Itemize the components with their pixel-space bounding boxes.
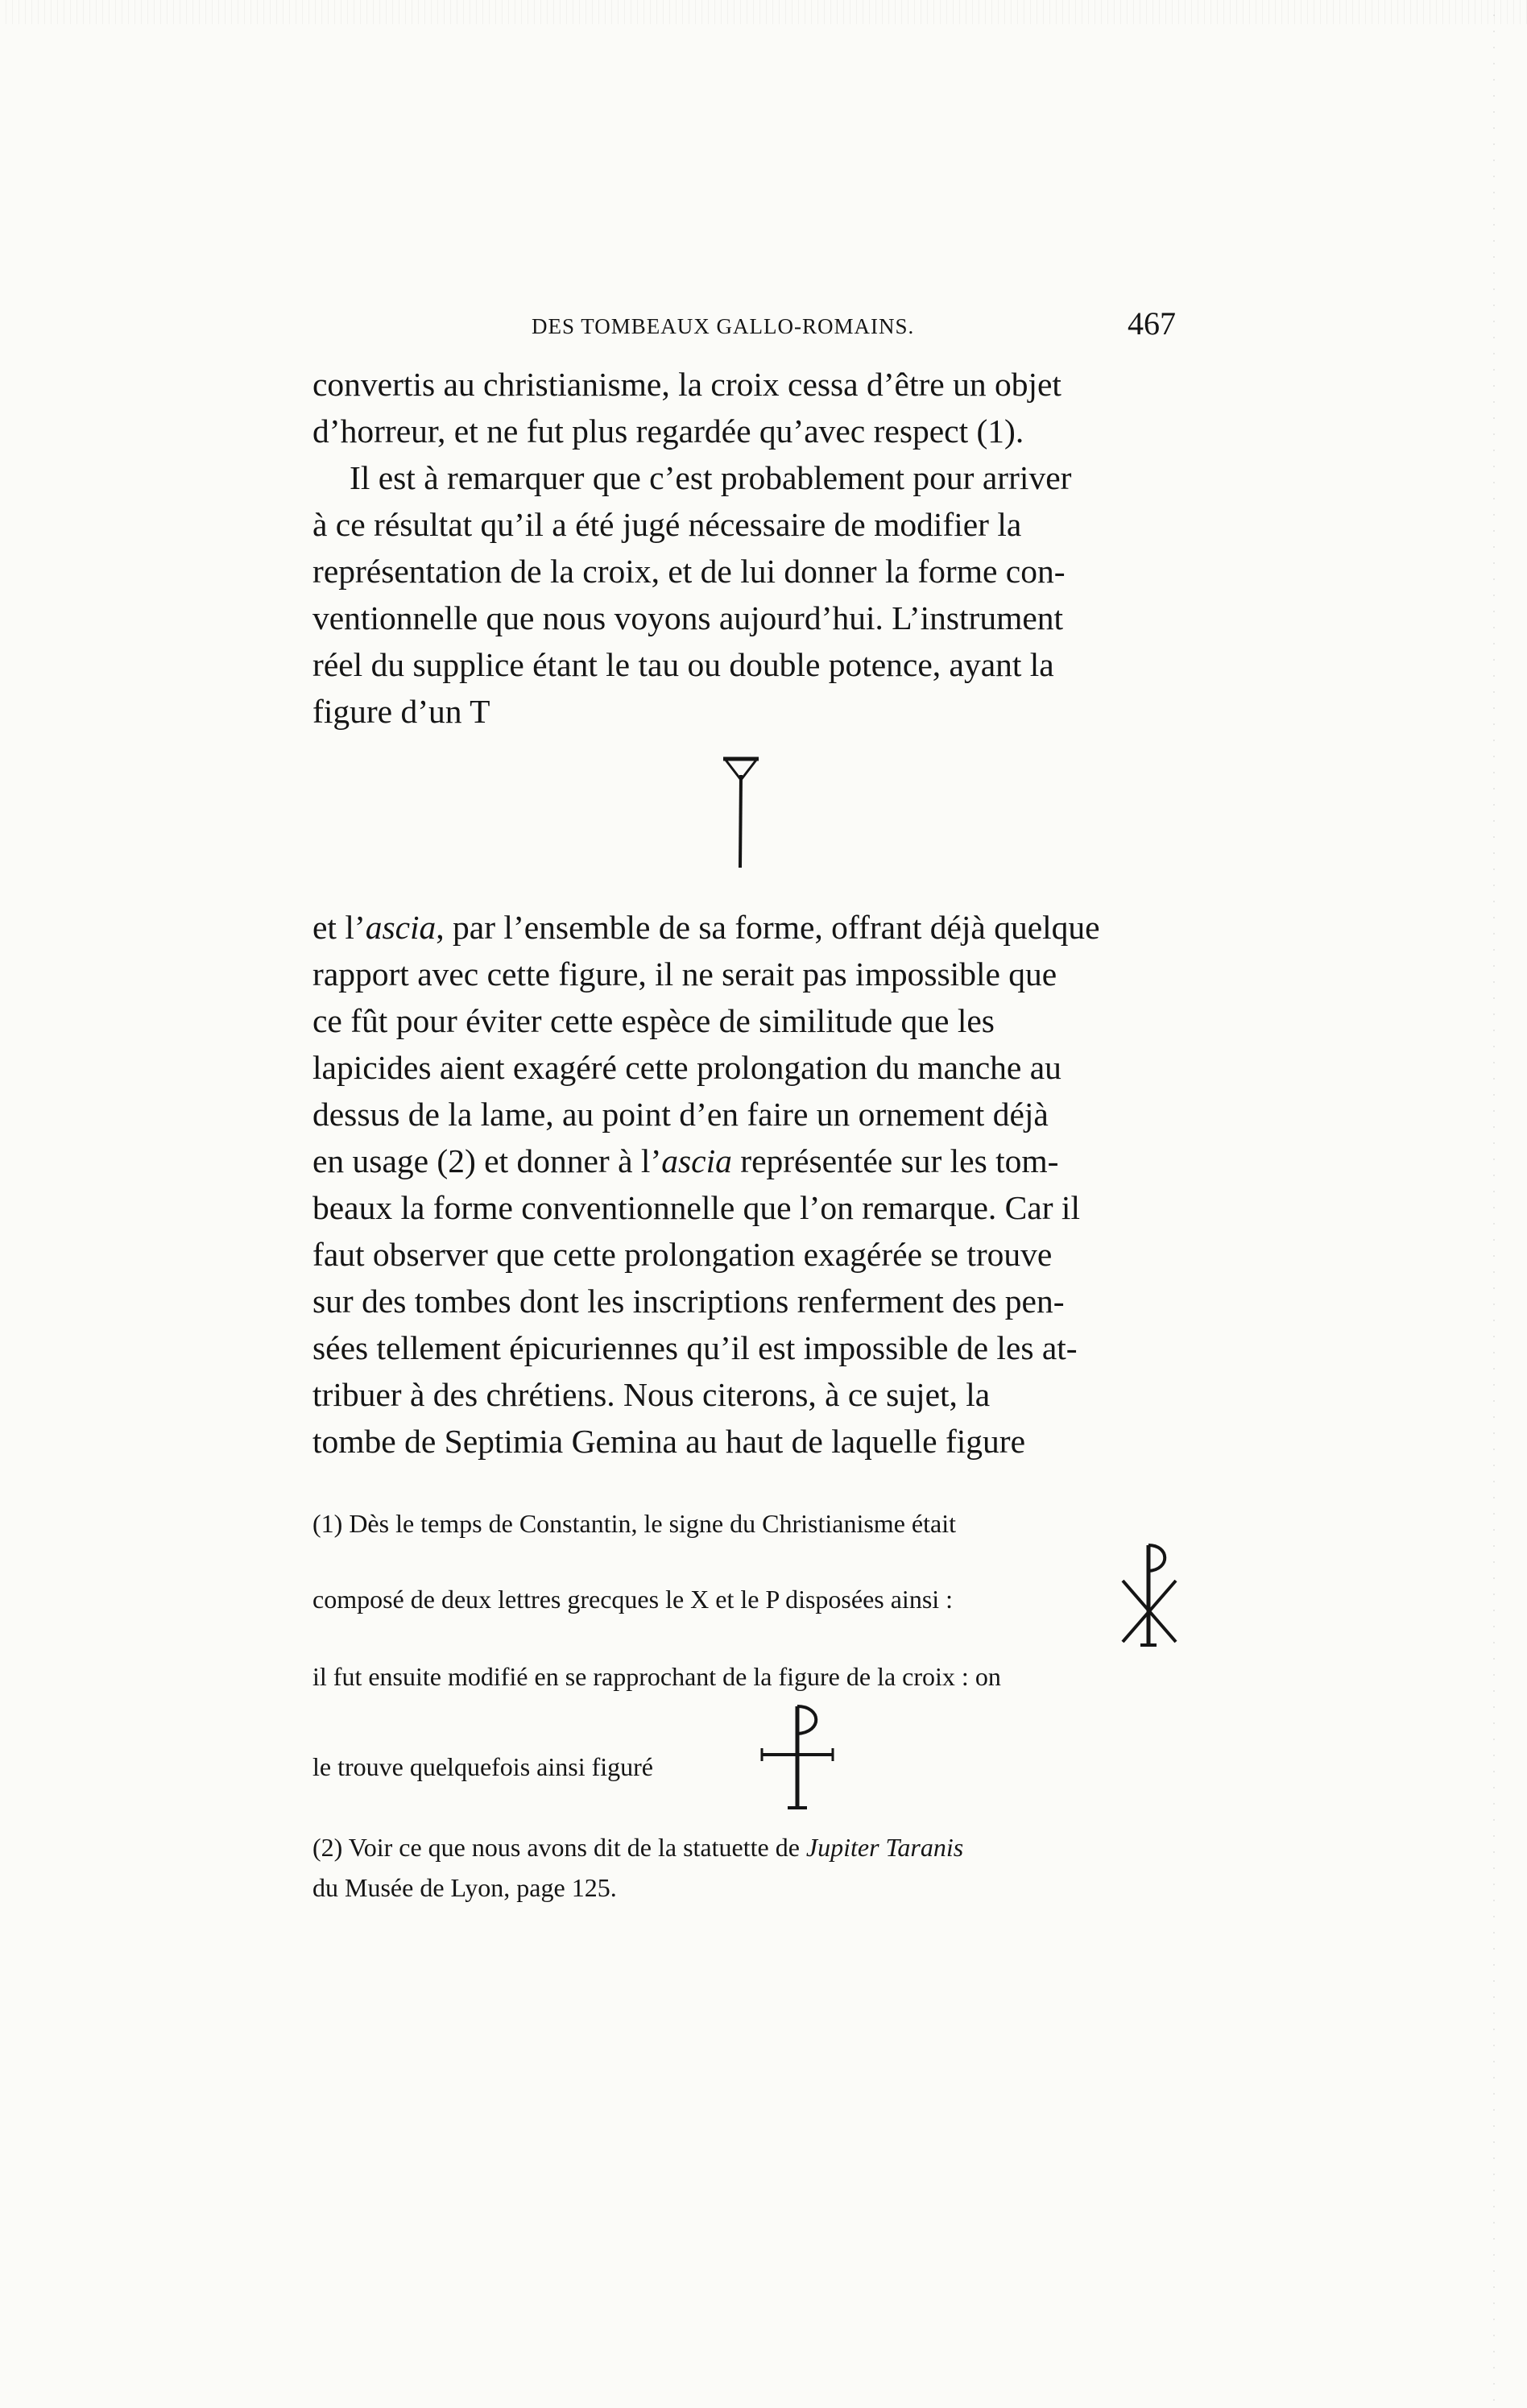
text-line: rapport avec cette figure, il ne serait pas impossible que xyxy=(312,955,1057,993)
paragraph-2 xyxy=(312,454,1182,735)
text-line: sur des tombes dont les inscriptions renferment des pen- xyxy=(312,1283,1065,1320)
text-fragment: en usage (2) et donner à l’ xyxy=(312,1142,662,1179)
text-line: à ce résultat qu’il a été jugé nécessaire de modifier la xyxy=(312,506,1022,543)
text-fragment: représentée sur les tom- xyxy=(731,1142,1059,1179)
text-fragment: (2) Voir ce que nous avons dit de la statuette de xyxy=(312,1833,806,1862)
footnote-text: il fut ensuite modifié en se rapprochant de la figure de la croix : on xyxy=(312,1662,1001,1691)
text-line: convertis au christianisme, la croix cessa d’être un objet xyxy=(312,366,1061,403)
page-number: 467 xyxy=(1128,305,1176,342)
footnote-text xyxy=(312,1827,1182,1867)
text-line: lapicides aient exagéré cette prolongation du manche au xyxy=(312,1049,1061,1086)
text-fragment: et l’ xyxy=(312,909,366,946)
text-line xyxy=(312,1138,1182,1184)
page-header xyxy=(532,305,1176,353)
text-line: beaux la forme conventionnelle que l’on remarque. Car il xyxy=(312,1189,1080,1226)
tau-cross-icon xyxy=(717,751,765,872)
text-line: ce fût pour éviter cette espèce de similitude que les xyxy=(312,1002,995,1039)
page-top-edge xyxy=(0,0,1527,24)
paragraph-1 xyxy=(312,361,1182,454)
footnote-2 xyxy=(312,1827,1182,1908)
footnote-text: du Musée de Lyon, page 125. xyxy=(312,1873,617,1902)
text-line: représentation de la croix, et de lui donner la forme con- xyxy=(312,553,1066,590)
footnote-text: le trouve quelquefois ainsi figuré xyxy=(312,1752,653,1781)
text-fragment: , par l’ensemble de sa forme, offrant déjà quelque xyxy=(436,909,1100,946)
footnote-1-line-2 xyxy=(312,1576,1182,1623)
italic-title: Jupiter Taranis xyxy=(805,1833,964,1862)
footnote-text: (1) Dès le temps de Constantin, le signe du Christianisme était xyxy=(312,1509,956,1538)
page-right-edge xyxy=(1493,0,1495,2408)
chi-rho-icon xyxy=(1118,1540,1182,1650)
text-line: sées tellement épicuriennes qu’il est impossible de les at- xyxy=(312,1329,1078,1366)
italic-term: ascia xyxy=(661,1142,732,1179)
footnote-1-line-4 xyxy=(312,1743,1182,1790)
body-text-bottom xyxy=(312,904,1182,1465)
text-line: d’horreur, et ne fut plus regardée qu’avec respect (1). xyxy=(312,412,1024,450)
italic-term: ascia xyxy=(365,909,437,946)
text-line: ventionnelle que nous voyons aujourd’hui. L’instrument xyxy=(312,599,1064,636)
text-line: figure d’un T xyxy=(312,693,490,730)
text-line: faut observer que cette prolongation exagérée se trouve xyxy=(312,1236,1053,1273)
running-title: DES TOMBEAUX GALLO-ROMAINS. xyxy=(532,314,915,338)
footnote-text: composé de deux lettres grecques le X et le P disposées ainsi : xyxy=(312,1585,954,1614)
footnote-1-line-1 xyxy=(312,1500,1182,1547)
text-line xyxy=(312,904,1182,951)
body-text-top xyxy=(312,361,1182,735)
paragraph-3 xyxy=(312,904,1182,1465)
text-line: Il est à remarquer que c’est probablement pour arriver xyxy=(350,459,1072,496)
text-line: tombe de Septimia Gemina au haut de laquelle figure xyxy=(312,1423,1026,1460)
text-line: dessus de la lame, au point d’en faire un ornement déjà xyxy=(312,1096,1049,1133)
text-line: tribuer à des chrétiens. Nous citerons, à ce sujet, la xyxy=(312,1376,991,1413)
footnote-1-line-3 xyxy=(312,1653,1182,1700)
text-line: réel du supplice étant le tau ou double potence, ayant la xyxy=(312,646,1054,683)
staurogram-icon xyxy=(757,1701,838,1814)
